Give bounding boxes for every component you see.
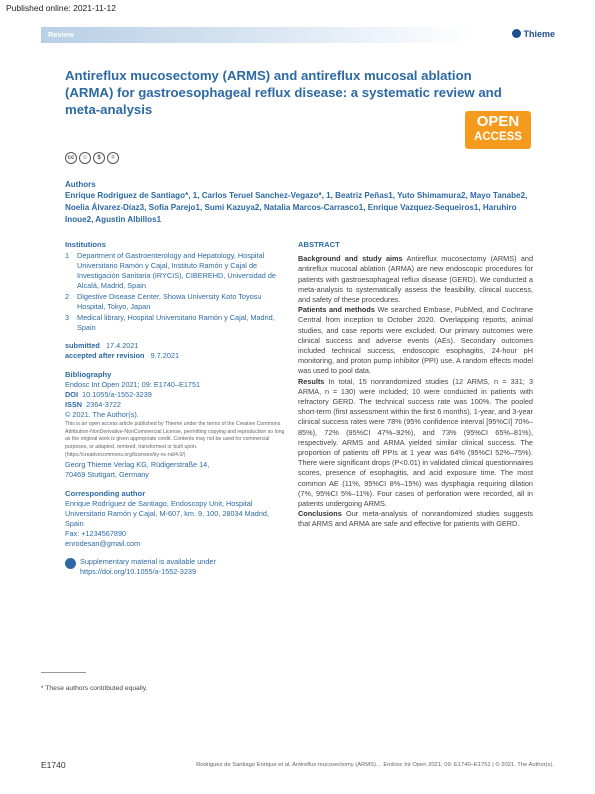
article-title: Antireflux mucosectomy (ARMS) and antireflux mucosal ablation (ARMA) for gastroesophageal reflux disease: a systematic review and meta-analysis	[65, 68, 502, 117]
section-label: Review	[48, 30, 74, 39]
publisher-address-line1: Georg Thieme Verlag KG, Rüdigerstraße 14,	[65, 459, 210, 469]
doi-value[interactable]: 10.1055/a-1552-3239	[82, 390, 152, 399]
authors-heading: Authors	[65, 180, 96, 189]
article-dates	[65, 341, 287, 361]
abstract-methods	[298, 305, 533, 376]
publisher-address-line2: 70469 Stuttgart, Germany	[65, 469, 149, 479]
footnote-divider	[41, 672, 86, 673]
thieme-logo-icon	[512, 29, 521, 38]
submitted-date: 17.4.2021	[105, 341, 139, 350]
abstract-section-label: Results	[298, 376, 325, 386]
abstract-background	[298, 254, 533, 305]
open-access-line1: OPEN	[476, 113, 520, 130]
institution-item	[65, 292, 287, 312]
sidebar-column	[65, 240, 287, 577]
abstract-section-text: We searched Embase, PubMed, and Cochrane Central from inception to October 2020. Overlapping reports, animal studies, and case reports were excluded. Our primary outcomes were clinical success and adverse events (AEs). Secondary outcomes included technical success, endoscopic esophagitis, 24-hour pH monitoring, and proton pump inhibitor (PPI) use. A random effects model was used to pool data.	[298, 305, 534, 376]
noderivatives-icon: =	[107, 152, 119, 164]
creative-commons-icons	[65, 152, 119, 165]
issn-value: 2364-3722	[86, 400, 121, 409]
abstract-section-label: Patients and methods	[298, 305, 375, 315]
abstract-section-text: In total, 15 nonrandomized studies (12 ARMS, n = 331; 3 ARMA, n = 130) were included; 10 were conducted in patients with refractory GERD. The technical success rate was 100%. The pooled short-term (first assessment within the first 6 months), 1-year, and 3-year clinical success rates were 78% (95% confidence interval [95%CI] 70%–85%), 72% (95%CI 47%–92%), and 73% (95%CI 65%–81%), respectively. ARMS and ARMA yielded similar clinical success. The proportion of patients off PPIs at 1 year was 64% (95%CI 52%–75%). There were significant drops (P<0.01) in validated clinical questionnaires scores, presence of esophagitis, and acid exposure time. The most common AE (11%, 95%CI 8%–15%) was dysphagia requiring dilation (7%, 95%CI 5%–11%). Four cases of perforation were recorded, all in patients undergoing ARMS.	[298, 376, 533, 509]
journal-header	[41, 27, 555, 43]
institution-item	[65, 251, 287, 291]
abstract-results	[298, 377, 533, 510]
publisher-name: Thieme	[523, 29, 555, 39]
abstract-section-text: Our meta-analysis of nonrandomized studies suggests that ARMS and ARMA are safe and effective for patients with GERD.	[298, 509, 533, 529]
institutions-heading: Institutions	[65, 240, 106, 249]
abstract-conclusions	[298, 509, 533, 529]
attribution-icon: ☺	[79, 152, 91, 164]
supplementary-link[interactable]: Supplementary material is available under https://doi.org/10.1055/a-1552-3239	[80, 556, 216, 576]
institution-number: 3	[65, 313, 70, 322]
accepted-label: accepted after revision	[65, 351, 145, 360]
correspondence-address: Enrique Rodríguez de Santiago, Endoscopy Unit, Hospital Universitario Ramón y Cajal, M-607, km. 9, 100, 28034 Madrid, Spain	[65, 498, 269, 528]
journal-citation: Endosc Int Open 2021; 09: E1740–E1751	[65, 380, 201, 389]
abstract-section-label: Conclusions	[298, 509, 342, 519]
copyright-notice: © 2021. The Author(s).	[65, 410, 139, 419]
institution-text: Medical library, Hospital Universitario Ramón y Cajal, Madrid, Spain	[77, 313, 275, 332]
cc-icon: cc	[65, 152, 77, 164]
running-footer: Rodriguez de Santiago Enrique et al. Antireflux mucosectomy (ARMS)… Endosc Int Open 2021; 09: E1740–E1751 | © 2021. The Author(s).	[196, 762, 554, 768]
correspondence-block	[65, 489, 287, 549]
institution-text: Department of Gastroenterology and Hepatology, Hospital Universitario Ramón y Cajal, Instituto Ramón y Cajal de Investigación Sanitaria (IRYCIS), CIBEREHD, Universidad de Alcalá, Madrid, Spain	[77, 251, 276, 290]
open-access-badge	[465, 111, 531, 149]
section-bar	[41, 27, 471, 43]
abstract-section-label: Background and study aims	[298, 254, 403, 264]
correspondence-email[interactable]: enrodesan@gmail.com	[65, 538, 141, 548]
published-date: Published online: 2021-11-12	[6, 3, 116, 13]
correspondence-heading: Corresponding author	[65, 488, 146, 498]
abstract-heading: ABSTRACT	[298, 240, 340, 249]
institution-text: Digestive Disease Center, Showa University Koto Toyosu Hospital, Tokyo, Japan	[77, 292, 262, 311]
supplementary-icon	[65, 558, 76, 569]
noncommercial-icon: $	[93, 152, 105, 164]
issn-label: ISSN	[65, 400, 83, 409]
institution-number: 1	[65, 251, 70, 260]
supplementary-note	[65, 557, 287, 577]
submitted-label: submitted	[65, 341, 100, 350]
doi-label: DOI	[65, 390, 78, 399]
authors-list: Enrique Rodriguez de Santiago*, 1, Carlos Teruel Sanchez-Vegazo*, 1, Beatriz Peñas1, Yuto Shimamura2, Mayo Tanabe2, Noelia Álvarez-Díaz3, Sofia Parejo1, Sumi Kazuya2, Natalia Marcos-Carrasco1, Enrique Vazquez-Sequeiros1, Haruhiro Inoue2, Agustin Albillos1	[65, 191, 528, 225]
abstract-section-text: Antireflux mucosectomy (ARMS) and antireflux mucosal ablation (ARMA) are new endoscopic procedures for patients with gastroesophageal reflux disease (GERD). We conducted a meta-analysis to systematically assess the feasibility, clinical success, and safety of these procedures.	[298, 254, 534, 305]
bibliography-heading: Bibliography	[65, 370, 112, 379]
abstract-column	[298, 240, 533, 530]
institution-number: 2	[65, 292, 70, 301]
correspondence-fax: Fax: +1234567890	[65, 528, 127, 538]
license-text: This is an open access article published by Thieme under the terms of the Creative Commons Attribution-NonDerivative-NonCommercial License, permitting copying and reproduction so long as the original work is given appropriate credit. Contents may not be used for commercial purposes, or adapted, remixed, transformed or built upon. (https://creativecommons.org/licenses/by-nc-nd/4.0/)	[65, 421, 285, 458]
footnote: * These authors contributed equally.	[41, 685, 148, 692]
open-access-line2: ACCESS	[474, 131, 522, 143]
page-number: E1740	[41, 760, 66, 770]
publisher-logo	[512, 29, 555, 39]
accepted-date: 9.7.2021	[150, 351, 179, 360]
institution-item	[65, 313, 287, 333]
bibliography-block	[65, 370, 287, 480]
